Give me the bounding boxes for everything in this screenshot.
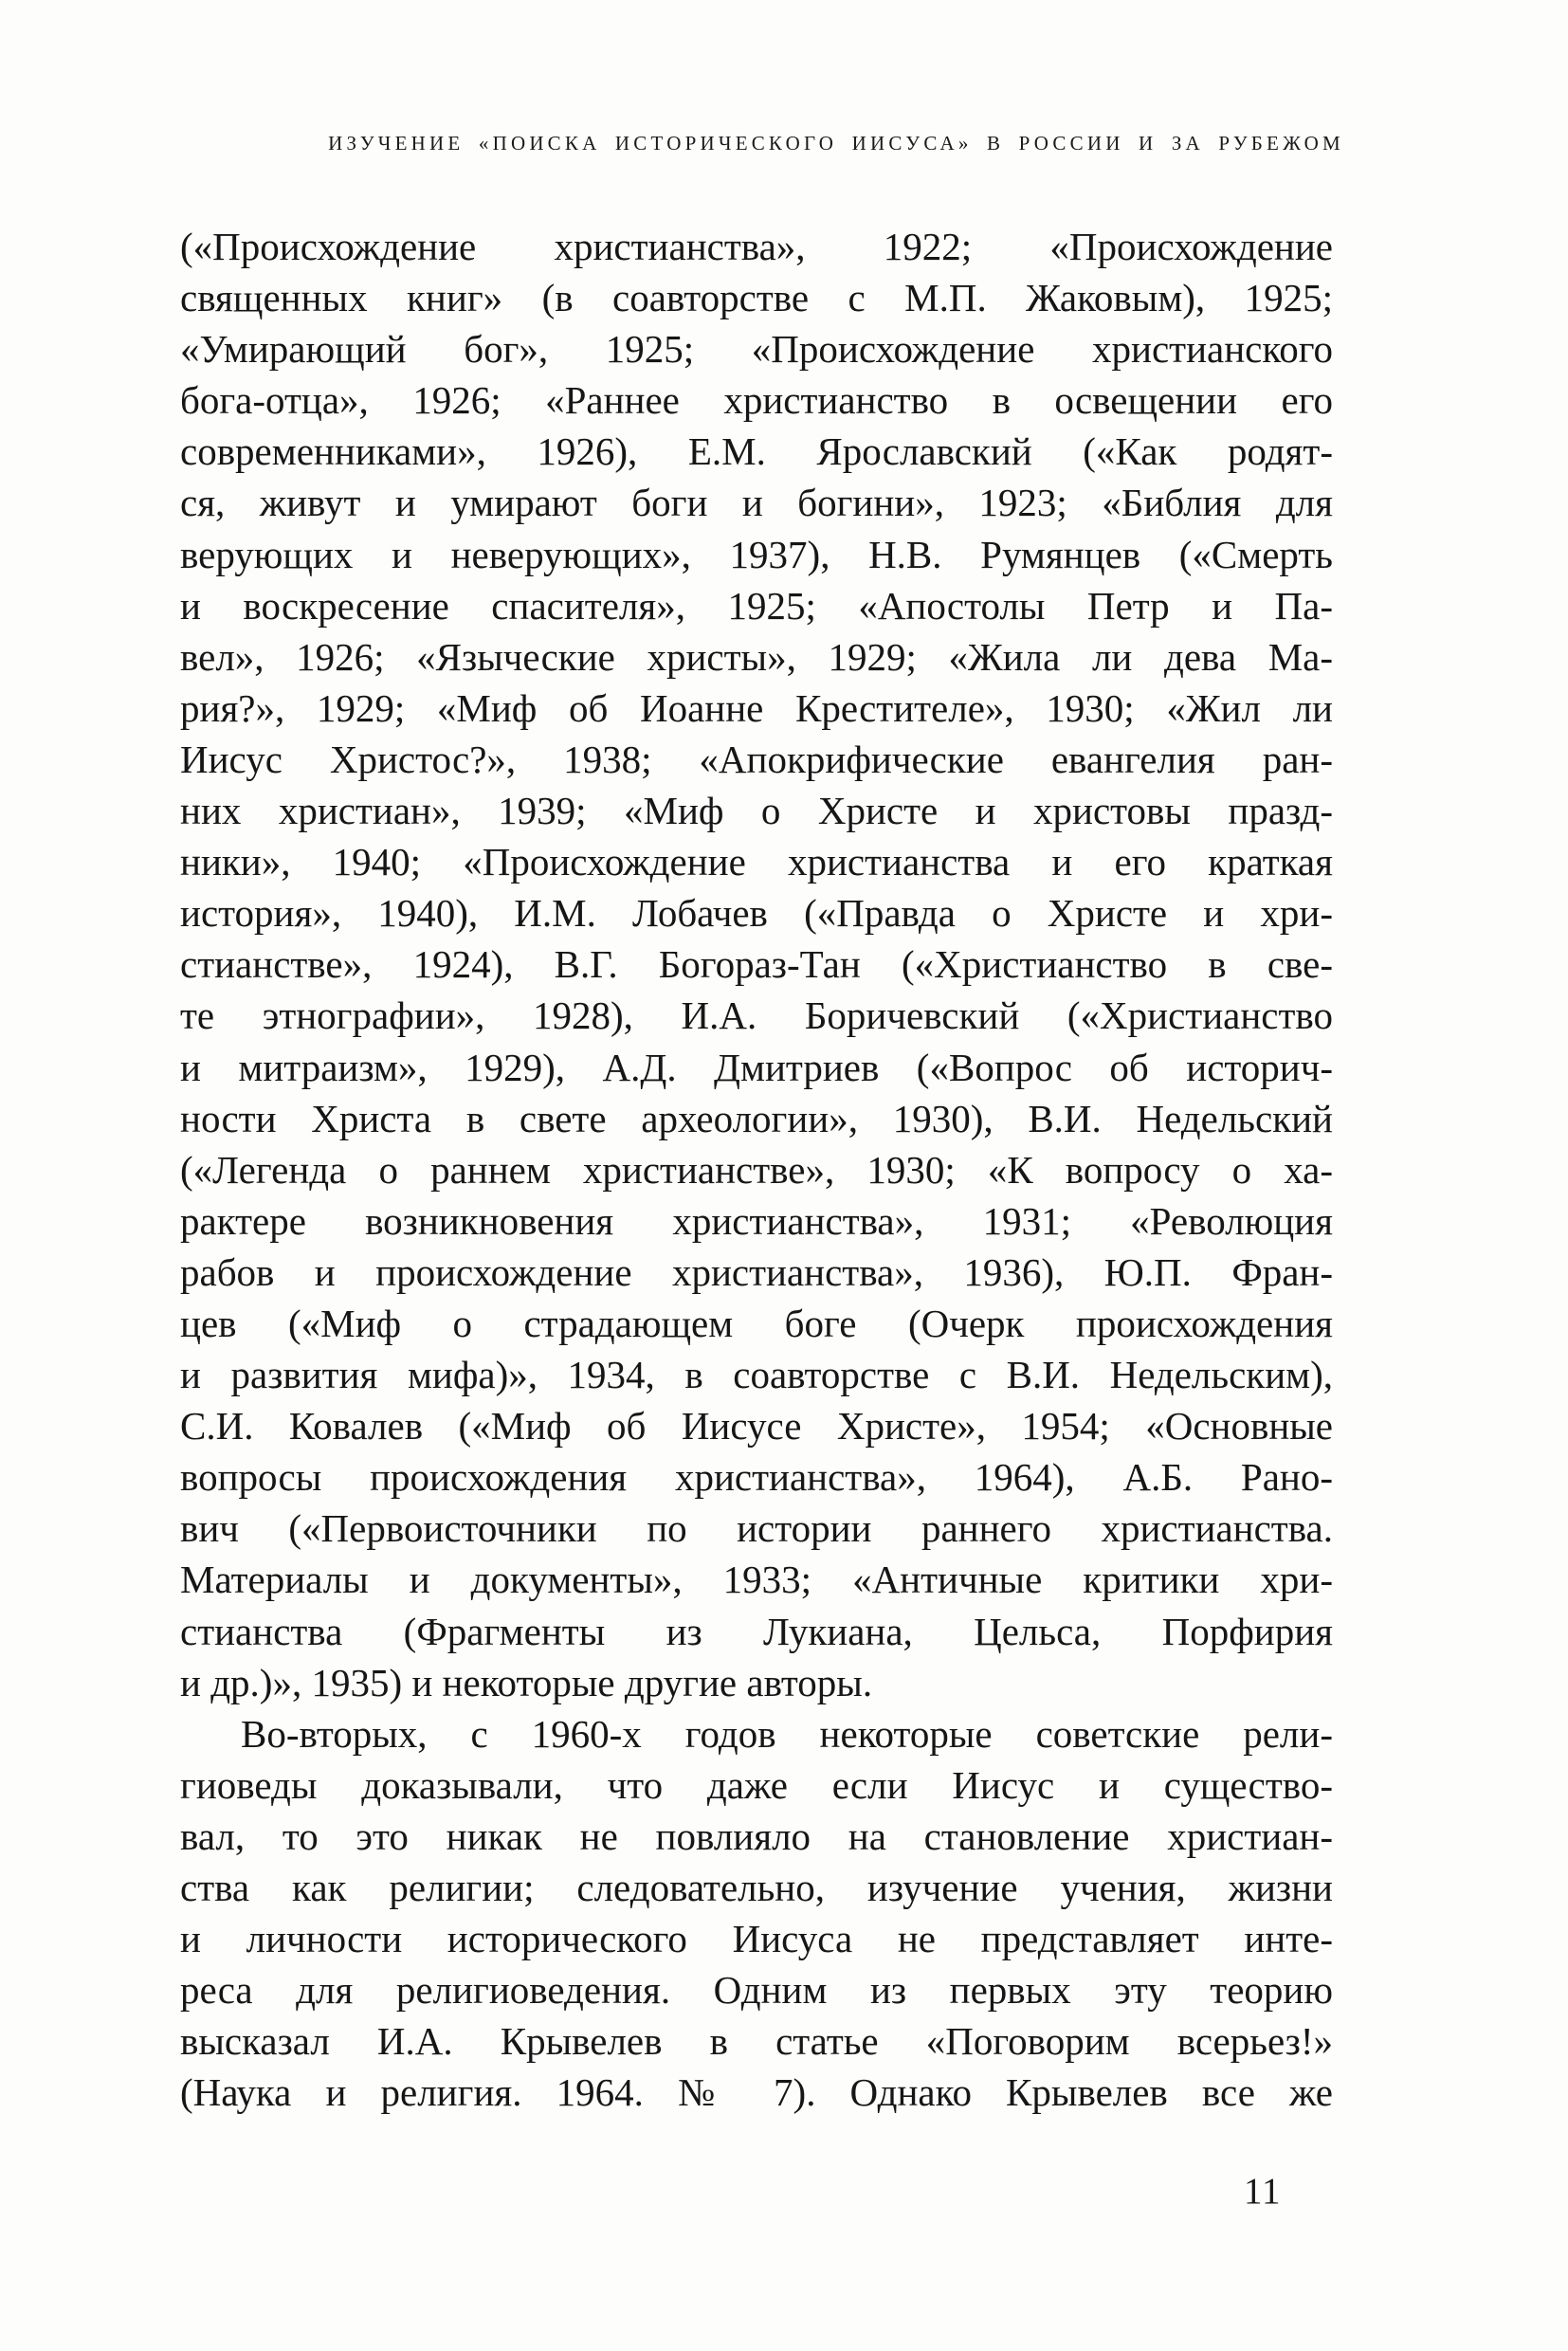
text-line: рактере возникновения христианства», 1931; «Революция	[180, 1198, 1333, 1243]
page-number: 11	[1244, 2171, 1282, 2212]
text-line: священных книг» (в соавторстве с М.П. Жаковым), 1925;	[180, 276, 1333, 320]
text-line: те этнографии», 1928), И.А. Боричевский («Христианство	[180, 993, 1333, 1038]
text-line: история», 1940), И.М. Лобачев («Правда о Христе и хри-	[180, 891, 1333, 936]
text-line: высказал И.А. Крывелев в статье «Поговорим всерьез!»	[180, 2019, 1333, 2064]
running-head: ИЗУЧЕНИЕ «ПОИСКА ИСТОРИЧЕСКОГО ИИСУСА» В РОССИИ И ЗА РУБЕЖОМ	[328, 132, 1344, 155]
text-line: ства как религии; следовательно, изучение учения, жизни	[180, 1866, 1333, 1909]
text-line: и др.)», 1935) и некоторые другие авторы.	[180, 1660, 873, 1704]
text-line: и воскресение спасителя», 1925; «Апостолы Петр и Па-	[180, 583, 1333, 628]
text-line: вопросы происхождения христианства», 1964), А.Б. Рано-	[180, 1455, 1333, 1500]
text-line: ся, живут и умирают боги и богини», 1923; «Библия для	[180, 481, 1333, 525]
text-line: цев («Миф о страдающем боге (Очерк происхождения	[180, 1301, 1333, 1345]
text-line: стианстве», 1924), В.Г. Богораз-Тан («Христианство в све-	[180, 942, 1333, 987]
text-line: Во-вторых, с 1960-х годов некоторые советские рели-	[241, 1711, 1333, 1756]
text-line: С.И. Ковалев («Миф об Иисусе Христе», 1954; «Основные	[180, 1404, 1333, 1449]
text-line: реса для религиоведения. Одним из первых эту теорию	[180, 1968, 1333, 2013]
text-line: ники», 1940; «Происхождение христианства и его краткая	[180, 840, 1333, 884]
text-line: (Наука и религия. 1964. № 7). Однако Крывелев все же	[180, 2070, 1333, 2115]
text-line: них христиан», 1939; «Миф о Христе и христовы празд-	[180, 789, 1333, 833]
text-line: и развития мифа)», 1934, в соавторстве с В.И. Недельским),	[180, 1353, 1333, 1397]
paragraph	[180, 1708, 1333, 2119]
text-line: и личности исторического Иисуса не представляет инте-	[180, 1917, 1333, 1961]
text-line: («Легенда о раннем христианстве», 1930; «К вопросу о ха-	[180, 1147, 1333, 1192]
text-line: рия?», 1929; «Миф об Иоанне Крестителе», 1930; «Жил ли	[180, 685, 1333, 730]
text-line: бога-отца», 1926; «Раннее христианство в освещении его	[180, 378, 1333, 423]
paragraph	[180, 221, 1333, 1708]
text-line: рабов и происхождение христианства», 1936), Ю.П. Фран-	[180, 1249, 1333, 1294]
text-line: современниками», 1926), Е.М. Ярославский («Как родят-	[180, 429, 1333, 474]
text-line: вел», 1926; «Языческие христы», 1929; «Жила ли дева Ма-	[180, 634, 1333, 679]
text-line: вич («Первоисточники по истории раннего христианства.	[180, 1506, 1333, 1551]
text-line: стианства (Фрагменты из Лукиана, Цельса, Порфирия	[180, 1609, 1333, 1653]
body-text	[180, 221, 1333, 2118]
text-line: «Умирающий бог», 1925; «Происхождение христианского	[180, 327, 1333, 372]
text-line: гиоведы доказывали, что даже если Иисус и существо-	[180, 1762, 1333, 1807]
text-line: («Происхождение христианства», 1922; «Происхождение	[180, 225, 1333, 268]
text-line: Иисус Христос?», 1938; «Апокрифические евангелия ран-	[180, 737, 1333, 781]
text-line: вал, то это никак не повлияло на становление христиан-	[180, 1813, 1333, 1858]
text-line: и митраизм», 1929), А.Д. Дмитриев («Вопрос об историч-	[180, 1045, 1333, 1089]
text-line: ности Христа в свете археологии», 1930), В.И. Недельский	[180, 1096, 1333, 1140]
text-line: верующих и неверующих», 1937), Н.В. Румянцев («Смерть	[180, 532, 1333, 576]
text-line: Материалы и документы», 1933; «Античные критики хри-	[180, 1558, 1333, 1602]
